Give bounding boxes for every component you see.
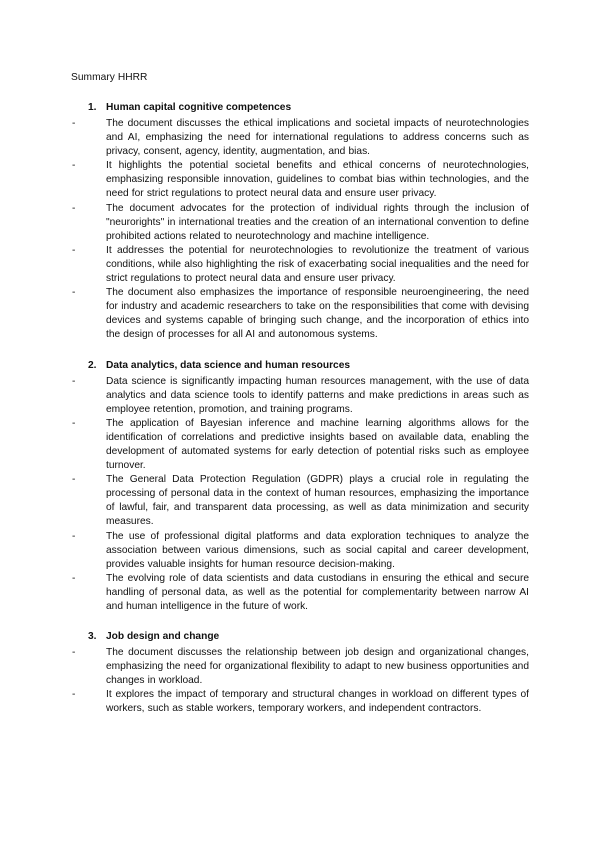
bullet-text: The document also emphasizes the importance of responsible neuroengineering, the need for industry and academic researchers to take on the responsibilities that come with devising devices and systems capable of bringing such change, and the incorporation of ethics into the design of processes for all AI and autonomous systems. (106, 287, 529, 341)
list-item (71, 159, 529, 201)
list-item (71, 688, 529, 716)
dash-marker: - (72, 202, 76, 214)
dash-marker: - (72, 647, 76, 659)
dash-marker: - (72, 287, 76, 299)
dash-marker: - (72, 530, 76, 542)
list-item (71, 202, 529, 244)
section-number: 3. (88, 631, 97, 643)
section-heading (71, 630, 529, 644)
list-item (71, 286, 529, 342)
section-heading (71, 101, 529, 115)
bullet-text: The application of Bayesian inference and machine learning algorithms allows for the identification of correlations and predictive insights based on available data, enabling the development of automated systems for early detection of potential risks such as employee turnover. (106, 417, 529, 472)
bullet-text: The document discusses the ethical implications and societal impacts of neurotechnologies and AI, emphasizing the need for international regulations to address concerns such as privacy, consent, agency, identity, augmentation, and bias. (106, 118, 529, 158)
section-title: Data analytics, data science and human resources (106, 359, 351, 371)
section-heading (71, 359, 529, 373)
list-item (71, 473, 529, 529)
bullet-list (71, 117, 529, 343)
dash-marker: - (72, 160, 76, 172)
section-title: Human capital cognitive competences (106, 102, 292, 113)
bullet-text: Data science is significantly impacting human resources management, with the use of data analytics and data science tools to identify patterns and make predictions in areas such as employee retention, promotion, and training programs. (106, 375, 529, 415)
dash-marker: - (72, 118, 76, 129)
bullet-list (71, 375, 529, 615)
bullet-text: The document advocates for the protection of individual rights through the inclusion of "neurorights" in international treaties and the creation of an international convention to define prohibited actions related to neurotechnology and machine intelligence. (106, 202, 529, 242)
list-item (71, 646, 529, 688)
dash-marker: - (72, 244, 76, 256)
section-title: Job design and change (106, 631, 220, 643)
list-item (71, 117, 529, 159)
bullet-text: The General Data Protection Regulation (GDPR) plays a crucial role in regulating the processing of personal data in the context of human resources, emphasizing the importance of lawful, fair, and transparent data processing, as well as data minimization and security measures. (106, 474, 529, 528)
bullet-text: The evolving role of data scientists and data custodians in ensuring the ethical and secure handling of personal data, as well as the potential for complementarity between narrow AI and human intelligence in the future of work. (106, 572, 529, 612)
section-number: 2. (88, 359, 97, 371)
dash-marker: - (72, 572, 76, 584)
bullet-text: The use of professional digital platforms and data exploration techniques to analyze the association between various dimensions, such as social capital and career development, provides valuable insights for human resource decision-making. (106, 530, 529, 570)
dash-marker: - (72, 689, 76, 701)
section-data-analytics (71, 359, 529, 615)
bullet-text: It highlights the potential societal benefits and ethical concerns of neurotechnologies, emphasizing responsible innovation, guidelines to combat bias within technologies, and the need for strict regulations to protect neural data and ensure user privacy. (106, 160, 529, 200)
list-item (71, 572, 529, 614)
list-item (71, 530, 529, 572)
dash-marker: - (72, 417, 76, 429)
section-job-design (71, 630, 529, 716)
list-item (71, 417, 529, 473)
dash-marker: - (72, 474, 76, 486)
bullet-list (71, 646, 529, 716)
bullet-text: It addresses the potential for neurotechnologies to revolutionize the treatment of various conditions, while also highlighting the risk of exacerbating social inequalities and the need for strict regulations to protect neural data and ensure user privacy. (106, 244, 529, 285)
bullet-text: The document discusses the relationship between job design and organizational changes, emphasizing the need for organizational flexibility to adapt to new business opportunities and changes in workload. (106, 647, 529, 687)
dash-marker: - (72, 375, 76, 387)
list-item (71, 375, 529, 417)
bullet-text: It explores the impact of temporary and structural changes in workload on different types of workers, such as stable workers, temporary workers, and independent contractors. (106, 689, 529, 715)
list-item (71, 244, 529, 286)
section-number: 1. (88, 102, 97, 113)
section-human-capital (71, 101, 529, 343)
document-title: Summary HHRR (71, 72, 148, 83)
